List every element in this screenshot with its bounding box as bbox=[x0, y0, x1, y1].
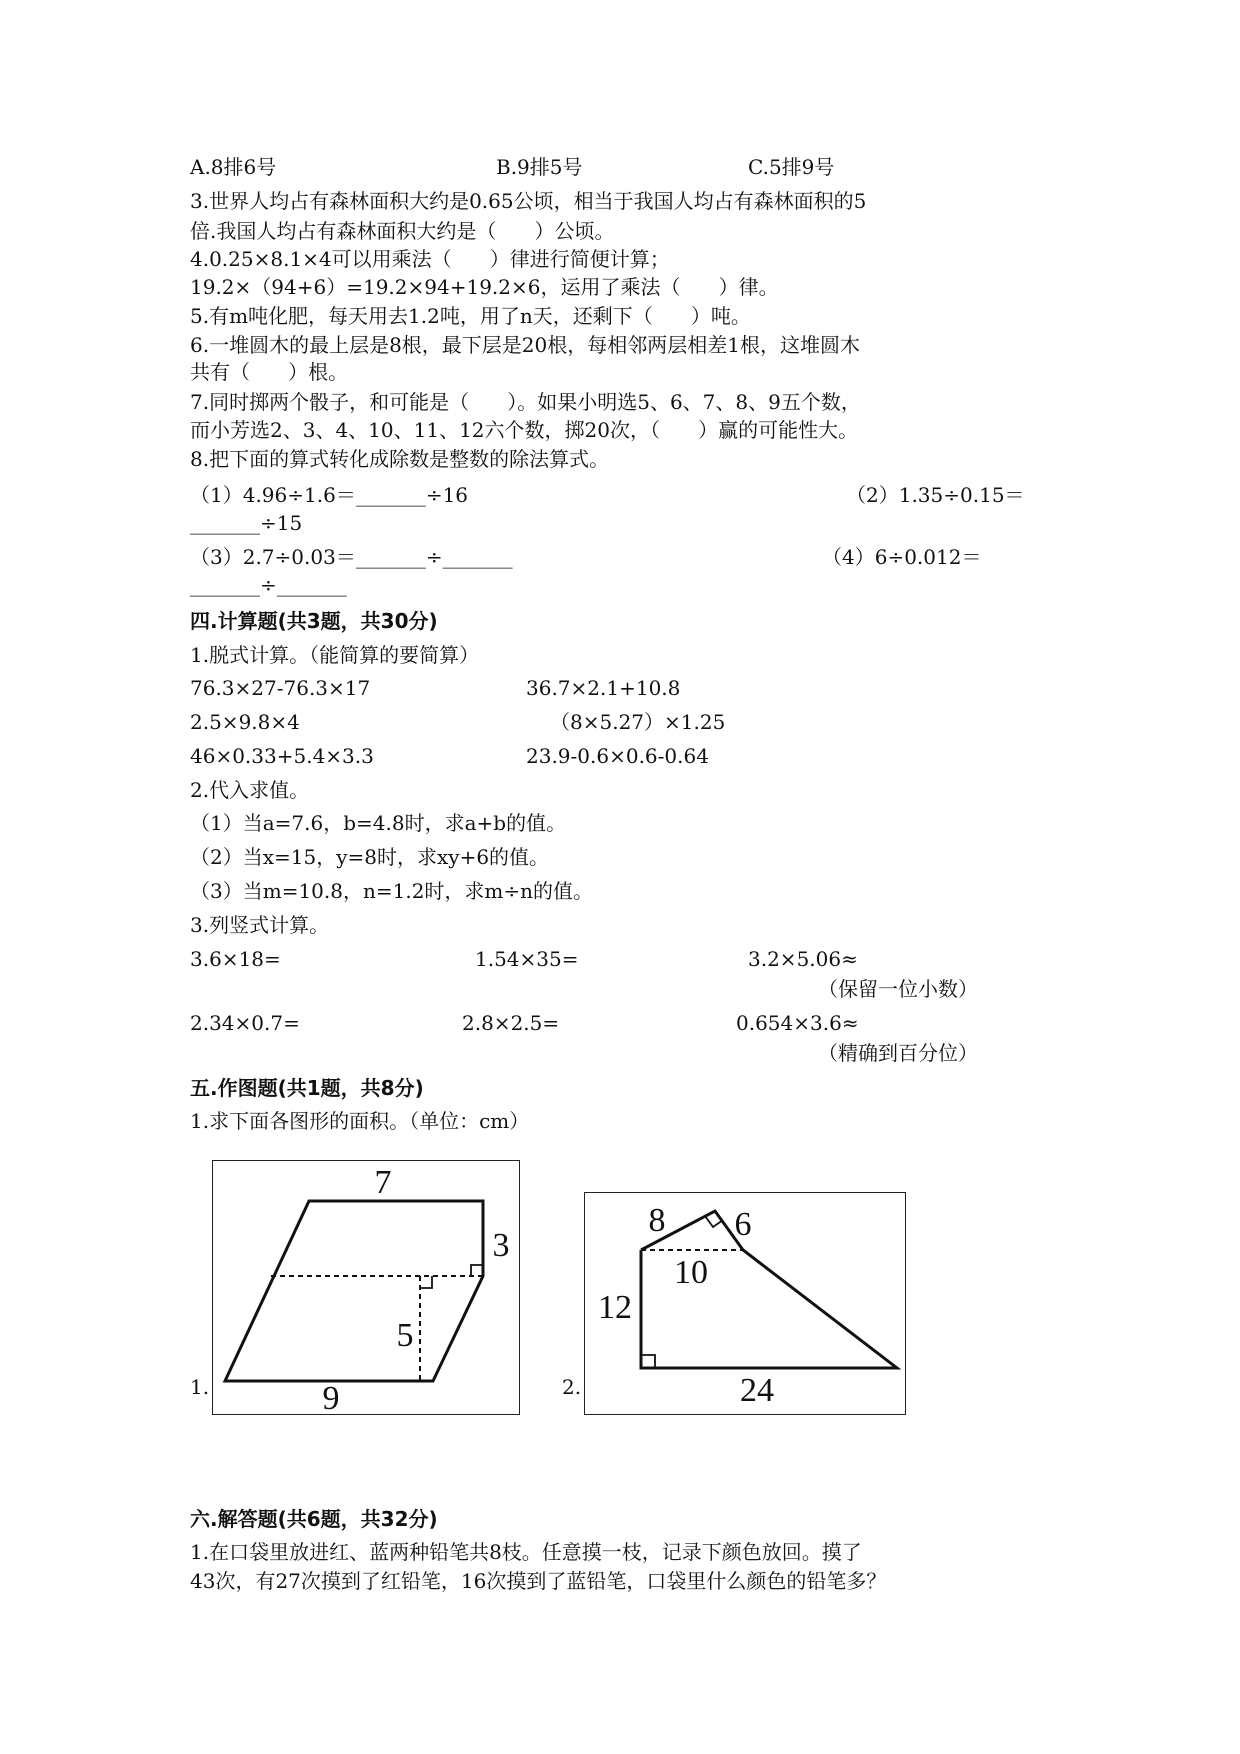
question-6-line-2: 共有（ ）根。 bbox=[190, 360, 349, 384]
question-4-line-2: 19.2×（94+6）=19.2×94+19.2×6，运用了乘法（ ）律。 bbox=[190, 275, 779, 299]
question-8-item-4a: （4）6÷0.012＝ bbox=[822, 545, 982, 569]
section-4-part-2: 2.代入求值。 bbox=[190, 778, 310, 802]
expression-1: 76.3×27-76.3×17 bbox=[190, 676, 371, 700]
figure-2-label-bottom: 24 bbox=[740, 1372, 774, 1409]
choice-b: B.9排5号 bbox=[496, 155, 583, 179]
figure-2-frame bbox=[584, 1192, 906, 1415]
figure-2-diagram bbox=[585, 1193, 905, 1414]
question-8-item-1: （1）4.96÷1.6＝_______÷16 bbox=[190, 483, 469, 507]
figure-1-label: 1. bbox=[190, 1375, 210, 1399]
figure-2-label-c: 10 bbox=[674, 1254, 708, 1291]
figure-1-outline bbox=[225, 1201, 483, 1381]
question-8-item-4b: _______÷_______ bbox=[190, 573, 347, 597]
substitution-1: （1）当a=7.6，b=4.8时，求a+b的值。 bbox=[190, 811, 567, 835]
substitution-2: （2）当x=15，y=8时，求xy+6的值。 bbox=[190, 845, 550, 869]
figure-2-label-b: 6 bbox=[734, 1206, 752, 1243]
vertical-calc-2: 1.54×35= bbox=[475, 947, 579, 971]
question-8: 8.把下面的算式转化成除数是整数的除法算式。 bbox=[190, 447, 610, 471]
question-4-line-1: 4.0.25×8.1×4可以用乘法（ ）律进行简便计算； bbox=[190, 247, 670, 271]
choice-a: A.8排6号 bbox=[190, 155, 277, 179]
section-6-question-1-line-1: 1.在口袋里放进红、蓝两种铅笔共8枝。任意摸一枝，记录下颜色放回。摸了 bbox=[190, 1540, 862, 1564]
section-4-part-1: 1.脱式计算。（能简算的要简算） bbox=[190, 643, 480, 667]
section-5-heading: 五.作图题(共1题，共8分) bbox=[190, 1076, 424, 1100]
question-7-line-2: 而小芳选2、3、4、10、11、12六个数，掷20次，（ ）赢的可能性大。 bbox=[190, 418, 859, 442]
question-7-line-1: 7.同时掷两个骰子，和可能是（ ）。如果小明选5、6、7、8、9五个数， bbox=[190, 390, 861, 414]
figure-1-diagram bbox=[213, 1161, 519, 1414]
figure-1-label-right: 3 bbox=[492, 1227, 510, 1264]
question-5: 5.有m吨化肥，每天用去1.2吨，用了n天，还剩下（ ）吨。 bbox=[190, 304, 751, 328]
figure-2-label-left: 12 bbox=[598, 1289, 632, 1326]
question-6-line-1: 6.一堆圆木的最上层是8根，最下层是20根，每相邻两层相差1根，这堆圆木 bbox=[190, 333, 860, 357]
question-8-item-2b: _______÷15 bbox=[190, 511, 303, 535]
question-3-line-1: 3.世界人均占有森林面积大约是0.65公顷，相当于我国人均占有森林面积的5 bbox=[190, 189, 867, 213]
section-4-heading: 四.计算题(共3题，共30分) bbox=[190, 609, 438, 633]
question-8-item-3: （3）2.7÷0.03＝_______÷_______ bbox=[190, 545, 513, 569]
section-4-part-3: 3.列竖式计算。 bbox=[190, 913, 330, 937]
figure-2-label-a: 8 bbox=[648, 1202, 666, 1239]
vertical-calc-4: 2.34×0.7= bbox=[190, 1011, 300, 1035]
vertical-calc-6: 0.654×3.6≈ bbox=[736, 1011, 859, 1035]
figure-2-label: 2. bbox=[562, 1375, 582, 1399]
expression-3: 2.5×9.8×4 bbox=[190, 710, 300, 734]
expression-4: （8×5.27）×1.25 bbox=[550, 710, 726, 734]
section-6-heading: 六.解答题(共6题，共32分) bbox=[190, 1507, 438, 1531]
choice-c: C.5排9号 bbox=[748, 155, 835, 179]
figure-1-label-height: 5 bbox=[396, 1317, 414, 1354]
expression-2: 36.7×2.1+10.8 bbox=[526, 676, 681, 700]
question-3-line-2: 倍.我国人均占有森林面积大约是（ ）公顷。 bbox=[190, 219, 615, 243]
vertical-calc-3-note: （保留一位小数） bbox=[818, 977, 978, 1001]
question-8-item-2a: （2）1.35÷0.15＝ bbox=[846, 483, 1025, 507]
vertical-calc-5: 2.8×2.5= bbox=[462, 1011, 560, 1035]
expression-6: 23.9-0.6×0.6-0.64 bbox=[526, 744, 709, 768]
figure-1-frame bbox=[212, 1160, 520, 1415]
section-6-question-1-line-2: 43次，有27次摸到了红铅笔，16次摸到了蓝铅笔，口袋里什么颜色的铅笔多？ bbox=[190, 1569, 887, 1593]
substitution-3: （3）当m=10.8，n=1.2时，求m÷n的值。 bbox=[190, 879, 594, 903]
vertical-calc-6-note: （精确到百分位） bbox=[818, 1041, 978, 1065]
figure-1-label-bottom: 9 bbox=[322, 1380, 340, 1414]
vertical-calc-3: 3.2×5.06≈ bbox=[748, 947, 858, 971]
figure-1-label-top: 7 bbox=[374, 1164, 392, 1201]
vertical-calc-1: 3.6×18= bbox=[190, 947, 281, 971]
section-5-part-1: 1.求下面各图形的面积。（单位：cm） bbox=[190, 1109, 530, 1133]
expression-5: 46×0.33+5.4×3.3 bbox=[190, 744, 374, 768]
